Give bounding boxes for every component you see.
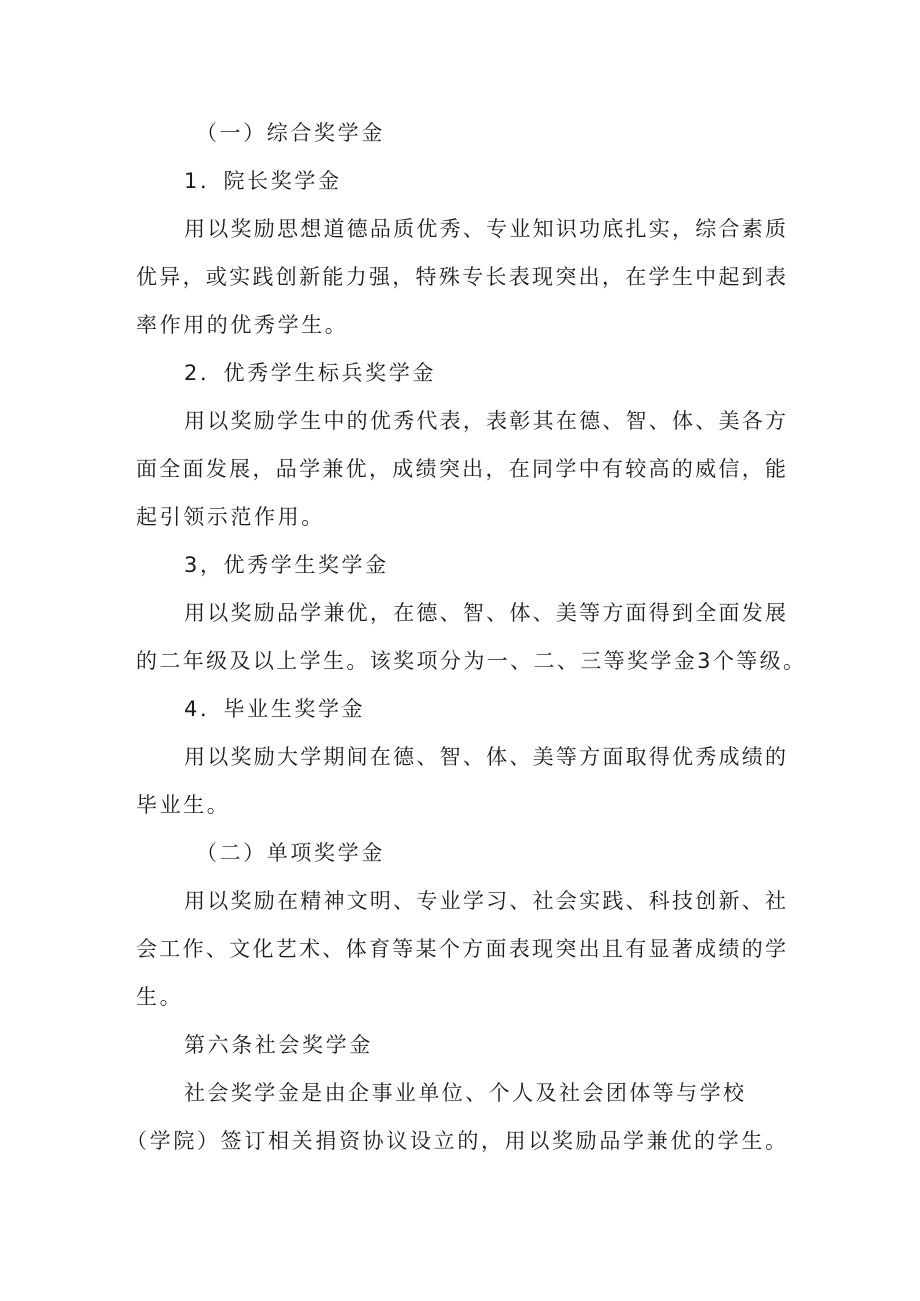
section-heading-individual-scholarship: （二）单项奖学金: [196, 841, 385, 865]
paragraph-line: 起引领示范作用。: [136, 505, 325, 529]
item-title-dean-scholarship: 1．院长奖学金: [184, 169, 342, 193]
paragraph-line: 用以奖励在精神文明、专业学习、社会实践、科技创新、社: [184, 889, 786, 913]
paragraph-line: 率作用的优秀学生。: [136, 313, 349, 337]
item-title-model-student-scholarship: 2．优秀学生标兵奖学金: [184, 361, 436, 385]
paragraph-line: 用以奖励品学兼优，在德、智、体、美等方面得到全面发展: [184, 601, 786, 625]
paragraph-line: 用以奖励大学期间在德、智、体、美等方面取得优秀成绩的: [184, 745, 786, 769]
paragraph-line: （学院）签订相关捐资协议设立的，用以奖励品学兼优的学生。: [126, 1129, 786, 1153]
paragraph-line: 用以奖励学生中的优秀代表，表彰其在德、智、体、美各方: [184, 409, 786, 433]
paragraph-line: 社会奖学金是由企事业单位、个人及社会团体等与学校: [184, 1081, 744, 1105]
paragraph-line: 会工作、文化艺术、体育等某个方面表现突出且有显著成绩的学: [136, 937, 786, 961]
section-heading-comprehensive-scholarship: （一）综合奖学金: [196, 121, 385, 145]
item-title-excellent-student-scholarship: 3，优秀学生奖学金: [184, 553, 389, 577]
paragraph-line: 毕业生。: [136, 793, 231, 817]
paragraph-line: 面全面发展，品学兼优，成绩突出，在同学中有较高的威信，能: [136, 457, 786, 481]
paragraph-line: 优异，或实践创新能力强，特殊专长表现突出，在学生中起到表: [136, 265, 786, 289]
paragraph-line: 用以奖励思想道德品质优秀、专业知识功底扎实，综合素质: [184, 217, 786, 241]
item-title-graduate-scholarship: 4．毕业生奖学金: [184, 697, 366, 721]
paragraph-line: 生。: [136, 985, 184, 1009]
article-title-social-scholarship: 第六条社会奖学金: [184, 1033, 373, 1057]
paragraph-line: 的二年级及以上学生。该奖项分为一、二、三等奖学金3个等级。: [136, 649, 804, 673]
